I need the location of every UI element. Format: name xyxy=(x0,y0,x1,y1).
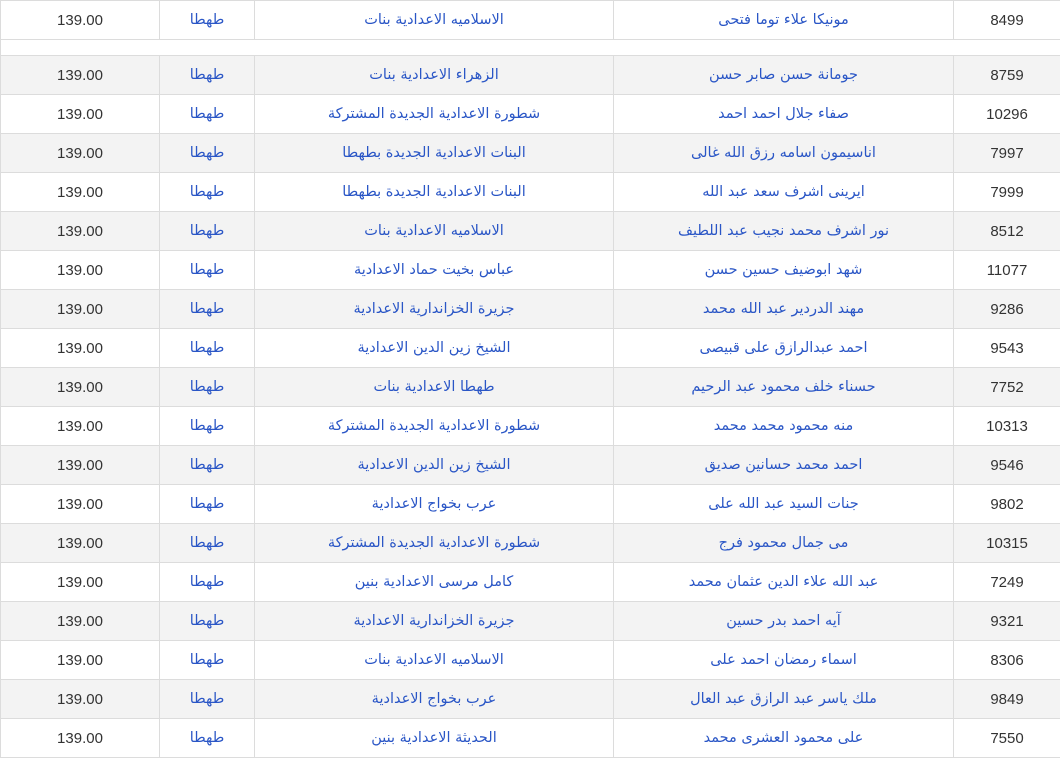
school-name[interactable] xyxy=(255,56,614,95)
table-row xyxy=(1,329,1060,368)
table-row xyxy=(1,56,1060,95)
school-name-link[interactable]: شطورة الاعدادية الجديدة المشتركة xyxy=(327,535,541,551)
school-name[interactable] xyxy=(255,407,614,446)
table-row xyxy=(1,524,1060,563)
table-row xyxy=(1,134,1060,173)
score-value: 139.00 xyxy=(1,290,160,329)
row-separator xyxy=(1,40,1060,56)
school-name[interactable] xyxy=(255,290,614,329)
school-name-link[interactable]: الاسلاميه الاعدادية بنات xyxy=(364,12,504,28)
score-value: 139.00 xyxy=(1,524,160,563)
student-id: 9546 xyxy=(954,446,1060,485)
student-name-link[interactable]: على محمود العشرى محمد xyxy=(703,730,864,746)
table-row xyxy=(1,251,1060,290)
student-id: 9321 xyxy=(954,602,1060,641)
city-name-link[interactable]: طهطا xyxy=(189,12,225,28)
city-name-link[interactable]: طهطا xyxy=(189,67,225,83)
city-name[interactable] xyxy=(160,212,255,251)
student-name-link[interactable]: صفاء جلال احمد احمد xyxy=(718,106,849,122)
school-name-link[interactable]: جزيرة الخزاندارية الاعدادية xyxy=(353,301,515,317)
student-id: 7752 xyxy=(954,368,1060,407)
student-id: 7550 xyxy=(954,719,1060,758)
school-name[interactable] xyxy=(255,212,614,251)
city-name-link[interactable]: طهطا xyxy=(189,301,225,317)
student-name[interactable] xyxy=(614,329,954,368)
student-name-link[interactable]: اسماء رمضان احمد على xyxy=(710,652,857,668)
student-name-link[interactable]: مونيكا علاء توما فتحى xyxy=(718,12,849,28)
student-name[interactable] xyxy=(614,719,954,758)
city-name[interactable] xyxy=(160,173,255,212)
table-row xyxy=(1,563,1060,602)
student-name[interactable] xyxy=(614,524,954,563)
school-name[interactable] xyxy=(255,173,614,212)
score-value: 139.00 xyxy=(1,407,160,446)
score-value: 139.00 xyxy=(1,251,160,290)
score-value: 139.00 xyxy=(1,680,160,719)
student-name-link[interactable]: جنات السيد عبد الله على xyxy=(708,496,859,512)
table-row xyxy=(1,290,1060,329)
school-name-link[interactable]: الحديثة الاعدادية بنين xyxy=(371,730,497,746)
city-name-link[interactable]: طهطا xyxy=(189,652,225,668)
table-row xyxy=(1,212,1060,251)
score-value: 139.00 xyxy=(1,134,160,173)
city-name[interactable] xyxy=(160,563,255,602)
student-name-link[interactable]: حسناء خلف محمود عبد الرحيم xyxy=(691,379,876,395)
city-name[interactable] xyxy=(160,290,255,329)
school-name[interactable] xyxy=(255,251,614,290)
city-name-link[interactable]: طهطا xyxy=(189,457,225,473)
school-name-link[interactable]: البنات الاعدادية الجديدة بطهطا xyxy=(342,184,526,200)
score-value: 139.00 xyxy=(1,446,160,485)
school-name-link[interactable]: جزيرة الخزاندارية الاعدادية xyxy=(353,613,515,629)
student-id: 9543 xyxy=(954,329,1060,368)
table-row xyxy=(1,407,1060,446)
city-name[interactable] xyxy=(160,1,255,40)
city-name-link[interactable]: طهطا xyxy=(189,262,225,278)
city-name[interactable] xyxy=(160,680,255,719)
table-row xyxy=(1,368,1060,407)
student-name[interactable] xyxy=(614,368,954,407)
score-value: 139.00 xyxy=(1,641,160,680)
school-name-link[interactable]: الشيخ زين الدين الاعدادية xyxy=(357,457,511,473)
student-name[interactable] xyxy=(614,251,954,290)
student-id: 7249 xyxy=(954,563,1060,602)
student-name[interactable] xyxy=(614,680,954,719)
student-name-link[interactable]: ايرينى اشرف سعد عبد الله xyxy=(702,184,865,200)
school-name-link[interactable]: عرب بخواج الاعدادية xyxy=(371,691,497,707)
student-id: 10313 xyxy=(954,407,1060,446)
city-name-link[interactable]: طهطا xyxy=(189,418,225,434)
results-body xyxy=(1,1,1060,758)
city-name[interactable] xyxy=(160,329,255,368)
school-name-link[interactable]: الزهراء الاعدادية بنات xyxy=(369,67,499,83)
student-id: 10296 xyxy=(954,95,1060,134)
student-name-link[interactable]: احمد محمد حسانين صديق xyxy=(704,457,863,473)
school-name-link[interactable]: الشيخ زين الدين الاعدادية xyxy=(357,340,511,356)
city-name-link[interactable]: طهطا xyxy=(189,730,225,746)
student-name-link[interactable]: ملك ياسر عبد الرازق عبد العال xyxy=(690,691,877,707)
student-name-link[interactable]: احمد عبدالرازق على قبيصى xyxy=(699,340,868,356)
city-name-link[interactable]: طهطا xyxy=(189,184,225,200)
score-value: 139.00 xyxy=(1,173,160,212)
school-name-link[interactable]: شطورة الاعدادية الجديدة المشتركة xyxy=(327,106,541,122)
city-name-link[interactable]: طهطا xyxy=(189,691,225,707)
city-name[interactable] xyxy=(160,251,255,290)
score-value: 139.00 xyxy=(1,95,160,134)
score-value: 139.00 xyxy=(1,485,160,524)
student-id: 7999 xyxy=(954,173,1060,212)
school-name-link[interactable]: عباس بخيت حماد الاعدادية xyxy=(353,262,515,278)
score-value: 139.00 xyxy=(1,602,160,641)
student-name-link[interactable]: عبد الله علاء الدين عثمان محمد xyxy=(688,574,879,590)
student-name[interactable] xyxy=(614,563,954,602)
table-row xyxy=(1,680,1060,719)
city-name[interactable] xyxy=(160,446,255,485)
school-name-link[interactable]: الاسلاميه الاعدادية بنات xyxy=(364,652,504,668)
student-id: 8759 xyxy=(954,56,1060,95)
city-name[interactable] xyxy=(160,641,255,680)
school-name[interactable] xyxy=(255,719,614,758)
city-name-link[interactable]: طهطا xyxy=(189,106,225,122)
city-name-link[interactable]: طهطا xyxy=(189,613,225,629)
student-name-link[interactable]: اناسيمون اسامه رزق الله غالى xyxy=(691,145,876,161)
city-name[interactable] xyxy=(160,368,255,407)
student-name[interactable] xyxy=(614,56,954,95)
city-name[interactable] xyxy=(160,602,255,641)
student-id: 11077 xyxy=(954,251,1060,290)
school-name[interactable] xyxy=(255,368,614,407)
student-name-link[interactable]: مى جمال محمود فرج xyxy=(718,535,849,551)
school-name[interactable] xyxy=(255,485,614,524)
student-name[interactable] xyxy=(614,485,954,524)
city-name-link[interactable]: طهطا xyxy=(189,574,225,590)
city-name[interactable] xyxy=(160,95,255,134)
school-name-link[interactable]: البنات الاعدادية الجديدة بطهطا xyxy=(342,145,526,161)
student-id: 9849 xyxy=(954,680,1060,719)
student-id: 7997 xyxy=(954,134,1060,173)
city-name-link[interactable]: طهطا xyxy=(189,496,225,512)
score-value: 139.00 xyxy=(1,329,160,368)
table-row xyxy=(1,173,1060,212)
table-row xyxy=(1,1,1060,40)
score-value: 139.00 xyxy=(1,563,160,602)
city-name-link[interactable]: طهطا xyxy=(189,379,225,395)
city-name[interactable] xyxy=(160,56,255,95)
table-row xyxy=(1,641,1060,680)
score-value: 139.00 xyxy=(1,1,160,40)
student-id: 9286 xyxy=(954,290,1060,329)
school-name[interactable] xyxy=(255,524,614,563)
school-name[interactable] xyxy=(255,329,614,368)
table-row xyxy=(1,719,1060,758)
student-name[interactable] xyxy=(614,602,954,641)
city-name[interactable] xyxy=(160,524,255,563)
student-id: 8306 xyxy=(954,641,1060,680)
row-separator-cell xyxy=(1,40,1060,56)
student-name[interactable] xyxy=(614,212,954,251)
score-value: 139.00 xyxy=(1,719,160,758)
table-row xyxy=(1,95,1060,134)
student-name-link[interactable]: شهد ابوضيف حسين حسن xyxy=(704,262,863,278)
city-name-link[interactable]: طهطا xyxy=(189,145,225,161)
school-name-link[interactable]: الاسلاميه الاعدادية بنات xyxy=(364,223,504,239)
student-name-link[interactable]: آيه احمد بدر حسين xyxy=(726,613,841,629)
score-value: 139.00 xyxy=(1,212,160,251)
school-name-link[interactable]: طهطا الاعدادية بنات xyxy=(373,379,495,395)
student-name[interactable] xyxy=(614,446,954,485)
school-name[interactable] xyxy=(255,95,614,134)
school-name-link[interactable]: كامل مرسى الاعدادية بنين xyxy=(354,574,514,590)
student-name[interactable] xyxy=(614,290,954,329)
school-name[interactable] xyxy=(255,602,614,641)
student-name-link[interactable]: منه محمود محمد محمد xyxy=(713,418,854,434)
school-name[interactable] xyxy=(255,446,614,485)
school-name[interactable] xyxy=(255,563,614,602)
school-name[interactable] xyxy=(255,680,614,719)
city-name[interactable] xyxy=(160,407,255,446)
school-name-link[interactable]: شطورة الاعدادية الجديدة المشتركة xyxy=(327,418,541,434)
student-id: 10315 xyxy=(954,524,1060,563)
student-name[interactable] xyxy=(614,407,954,446)
city-name[interactable] xyxy=(160,485,255,524)
student-name[interactable] xyxy=(614,641,954,680)
student-name-link[interactable]: نور اشرف محمد نجيب عبد اللطيف xyxy=(677,223,890,239)
school-name-link[interactable]: عرب بخواج الاعدادية xyxy=(371,496,497,512)
city-name-link[interactable]: طهطا xyxy=(189,535,225,551)
school-name[interactable] xyxy=(255,1,614,40)
student-id: 9802 xyxy=(954,485,1060,524)
city-name[interactable] xyxy=(160,134,255,173)
student-id: 8512 xyxy=(954,212,1060,251)
student-name-link[interactable]: مهند الدردير عبد الله محمد xyxy=(702,301,865,317)
student-name[interactable] xyxy=(614,134,954,173)
school-name[interactable] xyxy=(255,134,614,173)
score-value: 139.00 xyxy=(1,56,160,95)
city-name-link[interactable]: طهطا xyxy=(189,223,225,239)
table-row xyxy=(1,485,1060,524)
table-row xyxy=(1,446,1060,485)
table-row xyxy=(1,602,1060,641)
student-id: 8499 xyxy=(954,1,1060,40)
student-name[interactable] xyxy=(614,1,954,40)
city-name[interactable] xyxy=(160,719,255,758)
score-value: 139.00 xyxy=(1,368,160,407)
city-name-link[interactable]: طهطا xyxy=(189,340,225,356)
student-name[interactable] xyxy=(614,95,954,134)
student-name-link[interactable]: جومانة حسن صابر حسن xyxy=(709,67,858,83)
school-name[interactable] xyxy=(255,641,614,680)
student-name[interactable] xyxy=(614,173,954,212)
